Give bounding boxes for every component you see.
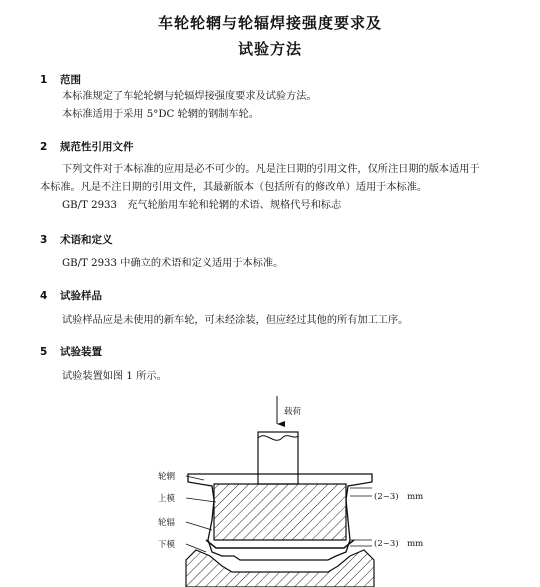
spoke-label: 轮辐 — [158, 518, 176, 528]
section-number: 1 — [40, 74, 48, 86]
section-1-paragraph-1: 本标准规定了车轮轮辋与轮辐焊接强度要求及试验方法。 — [62, 91, 317, 102]
upper-gap-label: (2~3) mm — [374, 492, 424, 502]
section-1-heading — [40, 72, 81, 87]
test-apparatus-figure — [0, 390, 540, 587]
section-3-paragraph-1: GB/T 2933 中确立的术语和定义适用于本标准。 — [62, 258, 284, 269]
rim-label: 轮辋 — [158, 472, 176, 482]
lower-gap-label: (2~3) mm — [374, 539, 424, 549]
lower-die-label: 下模 — [158, 540, 176, 550]
load-label: 载荷 — [284, 407, 302, 417]
rim-leader — [186, 476, 204, 480]
upper-die-label: 上模 — [158, 494, 176, 504]
document-title-line-1: 车轮轮辋与轮辐焊接强度要求及 — [157, 14, 382, 32]
section-4-heading — [40, 288, 102, 303]
section-title: 规范性引用文件 — [60, 141, 134, 153]
section-number: 2 — [40, 141, 48, 153]
section-2-paragraph-1-cont: 本标准。凡是不注日期的引用文件，其最新版本（包括所有的修改单）适用于本标准。 — [40, 182, 428, 193]
upper-die — [214, 484, 346, 540]
section-title: 试验装置 — [60, 346, 102, 358]
section-5-paragraph-1: 试验装置如图 1 所示。 — [62, 371, 167, 382]
section-number: 4 — [40, 290, 48, 302]
section-title: 范围 — [60, 74, 81, 86]
section-4-paragraph-1: 试验样品应是未使用的新车轮，可未经涂装，但应经过其他的所有加工工序。 — [62, 315, 409, 326]
lower-die — [186, 550, 374, 587]
section-2-heading — [40, 139, 134, 154]
document-title-line-2: 试验方法 — [237, 40, 302, 58]
section-title: 试验样品 — [60, 290, 102, 302]
section-5-heading — [40, 344, 102, 359]
section-number: 5 — [40, 346, 48, 358]
section-2-paragraph-1: 下列文件对于本标准的应用是必不可少的。凡是注日期的引用文件，仅所注日期的版本适用于 — [62, 164, 480, 175]
section-3-heading — [40, 232, 113, 247]
section-2-reference: GB/T 2933 充气轮胎用车轮和轮辋的术语、规格代号和标志 — [62, 200, 342, 211]
spoke-plate — [206, 540, 354, 548]
spoke-leader — [186, 522, 212, 530]
section-1-paragraph-2: 本标准适用于采用 5°DC 轮辋的钢制车轮。 — [62, 109, 260, 120]
section-title: 术语和定义 — [60, 234, 113, 246]
section-number: 3 — [40, 234, 48, 246]
upper-die-leader — [186, 498, 216, 502]
